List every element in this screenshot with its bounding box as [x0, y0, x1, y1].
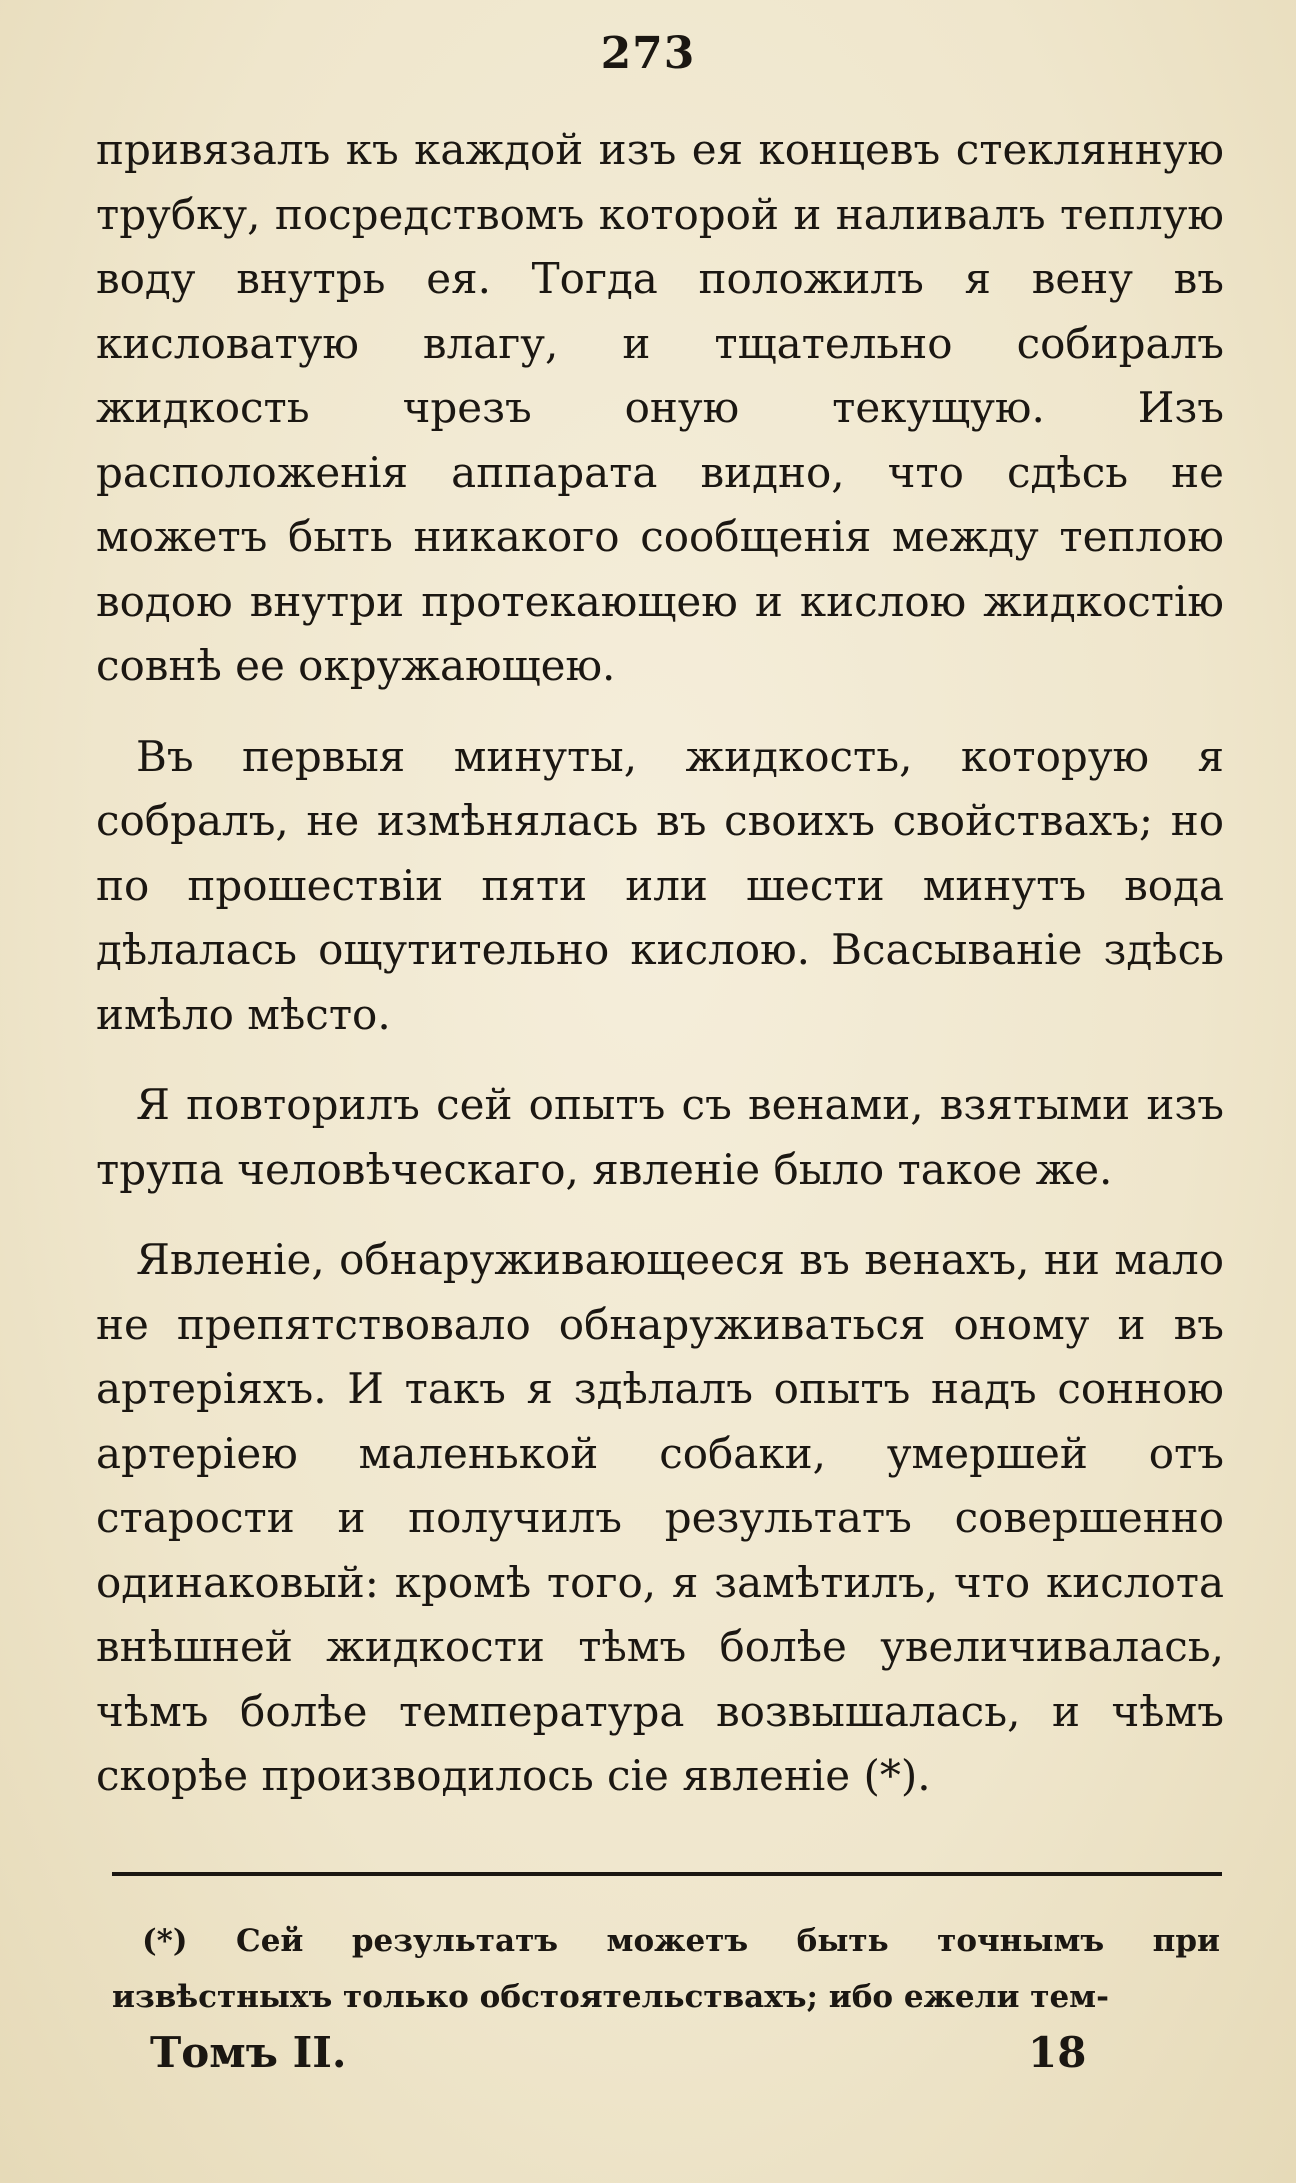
- paragraph-2: Въ первыя минуты, жидкость, которую я собралъ, не измѣнялась въ своихъ свойствахъ; но по прошествіи пяти или шести минутъ вода дѣлалась ощутительно кислою. Всасываніе здѣсь имѣло мѣсто.: [96, 731, 1224, 1039]
- sheet-number: 18: [1028, 2028, 1087, 2077]
- paragraph-4: Явленіе, обнаруживающееся въ венахъ, ни мало не препятствовало обнаруживаться оному и въ артеріяхъ. И такъ я здѣлалъ опытъ надъ сонною артеріею маленькой собаки, умершей отъ старости и получилъ результатъ совершенно одинаковый: кромѣ того, я замѣтилъ, что кислота внѣшней жидкости тѣмъ болѣе увеличивалась, чѣмъ болѣе температура возвышалась, и чѣмъ скорѣе производилось сіе явленіе (*).: [96, 1235, 1224, 1800]
- footnote-divider: [112, 1872, 1222, 1876]
- paragraph-1: привязалъ къ каждой изъ ея концевъ стеклянную трубку, посредствомъ которой и наливалъ теплую воду внутрь ея. Тогда положилъ я вену въ кисловатую влагу, и тщательно собиралъ жидкость чрезъ оную текущую. Изъ расположенія аппарата видно, что сдѣсь не можетъ быть никакого сообщенія между теплою водою внутри протекающею и кислою жидкостію совнѣ ее окружающею.: [96, 125, 1224, 690]
- paragraph-3: Я повторилъ сей опытъ съ венами, взятыми изъ трупа человѣческаго, явленіе было такое же.: [96, 1080, 1224, 1194]
- volume-signature: Томъ II.: [150, 2028, 347, 2077]
- footnote: (*) Сей результатъ можетъ быть точнымъ при извѣстныхъ только обстоятельствахъ; ибо ежели тем-: [112, 1923, 1220, 2015]
- body-text: [96, 118, 1224, 1835]
- page-number: 273: [600, 28, 696, 79]
